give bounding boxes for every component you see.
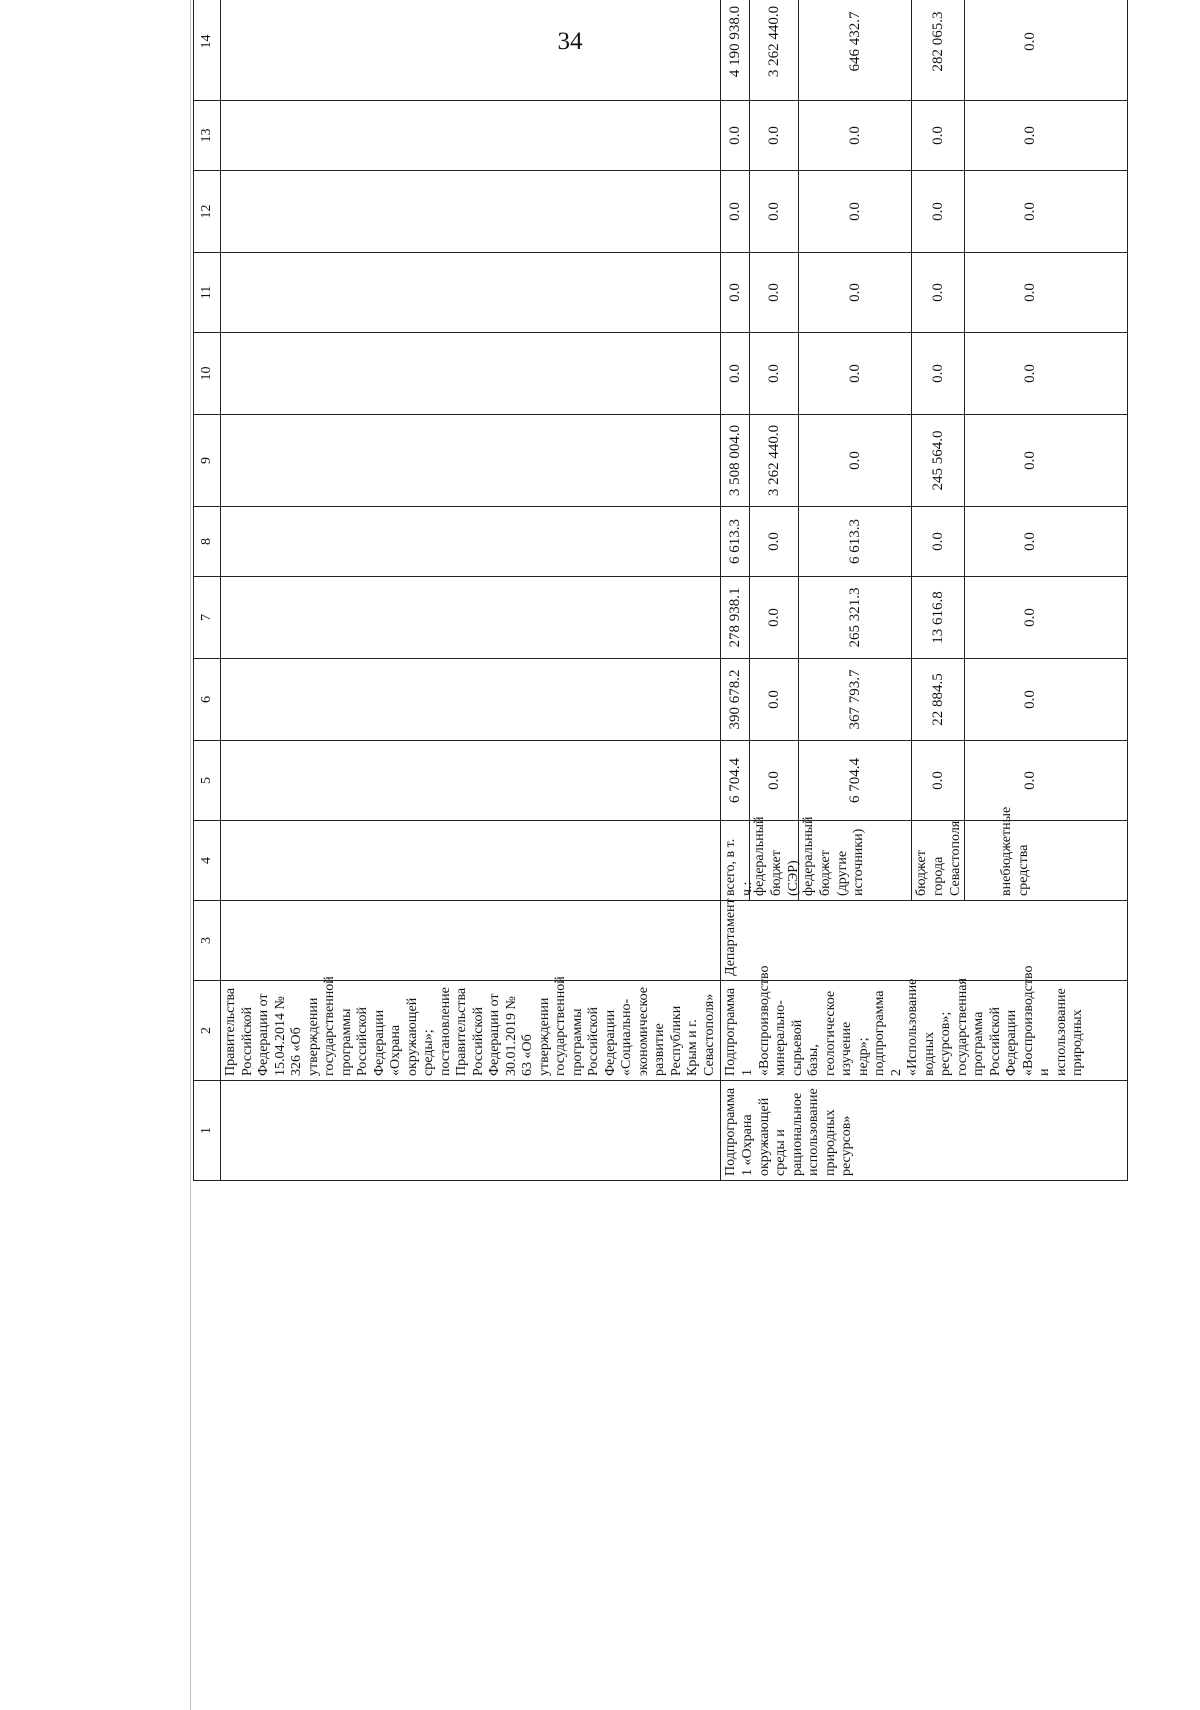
budget-value: 0.0 — [750, 659, 799, 740]
column-number: 13 — [194, 101, 221, 171]
column-number: 6 — [194, 659, 221, 741]
budget-table-rotated — [193, 5, 1086, 1181]
binding-margin-line — [190, 0, 191, 1710]
funding-source-label: внебюджетные средства — [999, 806, 1031, 896]
budget-value: 3 262 440.0 — [750, 415, 799, 506]
column-number: 3 — [194, 901, 221, 981]
funding-source-label: федеральный бюджет (другие источники) — [799, 821, 912, 900]
budget-value: 3 508 004.0 — [721, 415, 750, 506]
budget-value: 0.0 — [799, 415, 912, 506]
empty-cell — [221, 101, 721, 171]
budget-value: 0.0 — [1021, 202, 1038, 221]
budget-value: 0.0 — [1021, 283, 1038, 302]
empty-cell — [221, 577, 721, 659]
empty-cell — [221, 1081, 721, 1181]
budget-value: 0.0 — [912, 253, 965, 332]
budget-value: 0.0 — [799, 101, 912, 170]
budget-value: 0.0 — [750, 741, 799, 820]
empty-cell — [221, 821, 721, 901]
column-number: 4 — [194, 821, 221, 901]
empty-cell — [221, 659, 721, 741]
funding-source-label: федеральный бюджет (СЭР) — [750, 821, 799, 900]
funding-source-label: бюджет города Севастополя — [912, 821, 965, 900]
budget-value: 390 678.2 — [721, 659, 750, 740]
budget-value: 0.0 — [750, 333, 799, 414]
budget-value: 367 793.7 — [799, 659, 912, 740]
column-number: 5 — [194, 741, 221, 821]
budget-value: 0.0 — [912, 171, 965, 252]
budget-value: 0.0 — [750, 253, 799, 332]
column-number: 10 — [194, 333, 221, 415]
column-number: 1 — [194, 1081, 221, 1181]
budget-value: 6 704.4 — [799, 741, 912, 820]
value-column-6 — [721, 659, 1128, 741]
budget-value: 0.0 — [721, 101, 750, 170]
budget-value: 0.0 — [1021, 771, 1038, 790]
value-column-8 — [721, 507, 1128, 577]
value-column-9 — [721, 415, 1128, 507]
budget-value: 13 616.8 — [912, 577, 965, 658]
empty-cell — [221, 333, 721, 415]
budget-value: 6 704.4 — [721, 741, 750, 820]
empty-cell — [221, 901, 721, 981]
budget-value: 3 262 440.0 — [750, 0, 799, 100]
budget-value: 0.0 — [721, 253, 750, 332]
funding-source-label: всего, в т. ч.: — [721, 821, 750, 900]
value-column-11 — [721, 253, 1128, 333]
budget-value: 0.0 — [1021, 451, 1038, 470]
budget-value: 22 884.5 — [912, 659, 965, 740]
column-number: 11 — [194, 253, 221, 333]
budget-value: 245 564.0 — [912, 415, 965, 506]
value-column-14 — [721, 0, 1128, 101]
budget-value: 6 613.3 — [799, 507, 912, 576]
budget-value: 0.0 — [1021, 126, 1038, 145]
budget-value: 0.0 — [1021, 532, 1038, 551]
budget-table — [193, 0, 1128, 1181]
budget-value: 0.0 — [750, 577, 799, 658]
empty-cell — [221, 741, 721, 821]
empty-cell — [221, 0, 721, 101]
budget-value: 0.0 — [721, 333, 750, 414]
subprogram-name: Подпрограмма 1 «Охрана окружающей среды и рациональное использование природных ресурсов» — [721, 1081, 1128, 1181]
column-number: 8 — [194, 507, 221, 577]
column-number: 14 — [194, 0, 221, 101]
subprogram-row — [721, 0, 1128, 1181]
funding-source-cell — [721, 806, 1128, 901]
empty-cell — [221, 253, 721, 333]
budget-value: 0.0 — [799, 171, 912, 252]
budget-value: 278 938.1 — [721, 577, 750, 658]
empty-cell — [221, 415, 721, 507]
budget-value: 0.0 — [721, 171, 750, 252]
subprogram-basis: Подпрограмма 1 «Воспроизводство минерально-сырьевой базы, геологическое изучение недр»; подпрограмма 2 «Использование водных ресурсов»; государственная программа Российской Федерации «Воспроизводство и использование природных — [721, 981, 1128, 1081]
budget-value: 0.0 — [750, 507, 799, 576]
column-number: 2 — [194, 981, 221, 1081]
column-number: 7 — [194, 577, 221, 659]
budget-value: 4 190 938.0 — [721, 0, 750, 100]
budget-value: 6 613.3 — [721, 507, 750, 576]
column-number: 9 — [194, 415, 221, 507]
legal-basis-continued: Правительства Российской Федерации от 15.04.2014 № 326 «Об утверждении государственной программы Российской Федерации «Охрана окружающей среды»; постановление Правительства Российской Федерации от 30.01.2019 № 63 «Об утверждении государственной программы Российской Федерации «Социально-экономическое развитие Республики Крым и г. Севастополя» — [221, 981, 721, 1081]
column-number: 12 — [194, 171, 221, 253]
value-column-5 — [721, 741, 1128, 821]
budget-value: 646 432.7 — [799, 0, 912, 100]
empty-cell — [221, 171, 721, 253]
budget-value: 0.0 — [912, 101, 965, 170]
continuation-row — [221, 0, 721, 1181]
value-column-7 — [721, 577, 1128, 659]
budget-value: 282 065.3 — [912, 0, 965, 100]
empty-cell — [221, 507, 721, 577]
page-number: 34 — [557, 28, 583, 55]
budget-value: 0.0 — [750, 171, 799, 252]
budget-value: 0.0 — [912, 741, 965, 820]
budget-value: 0.0 — [799, 253, 912, 332]
budget-value: 0.0 — [1021, 608, 1038, 627]
column-number-row — [194, 0, 221, 1181]
budget-value: 0.0 — [1021, 32, 1038, 51]
budget-value: 265 321.3 — [799, 577, 912, 658]
subprogram-executor: Департамент — [721, 901, 1128, 981]
value-column-10 — [721, 333, 1128, 415]
value-column-12 — [721, 171, 1128, 253]
budget-value: 0.0 — [1021, 364, 1038, 383]
value-column-13 — [721, 101, 1128, 171]
budget-value: 0.0 — [1021, 690, 1038, 709]
budget-value: 0.0 — [912, 507, 965, 576]
budget-value: 0.0 — [799, 333, 912, 414]
budget-value: 0.0 — [912, 333, 965, 414]
budget-value: 0.0 — [750, 101, 799, 170]
